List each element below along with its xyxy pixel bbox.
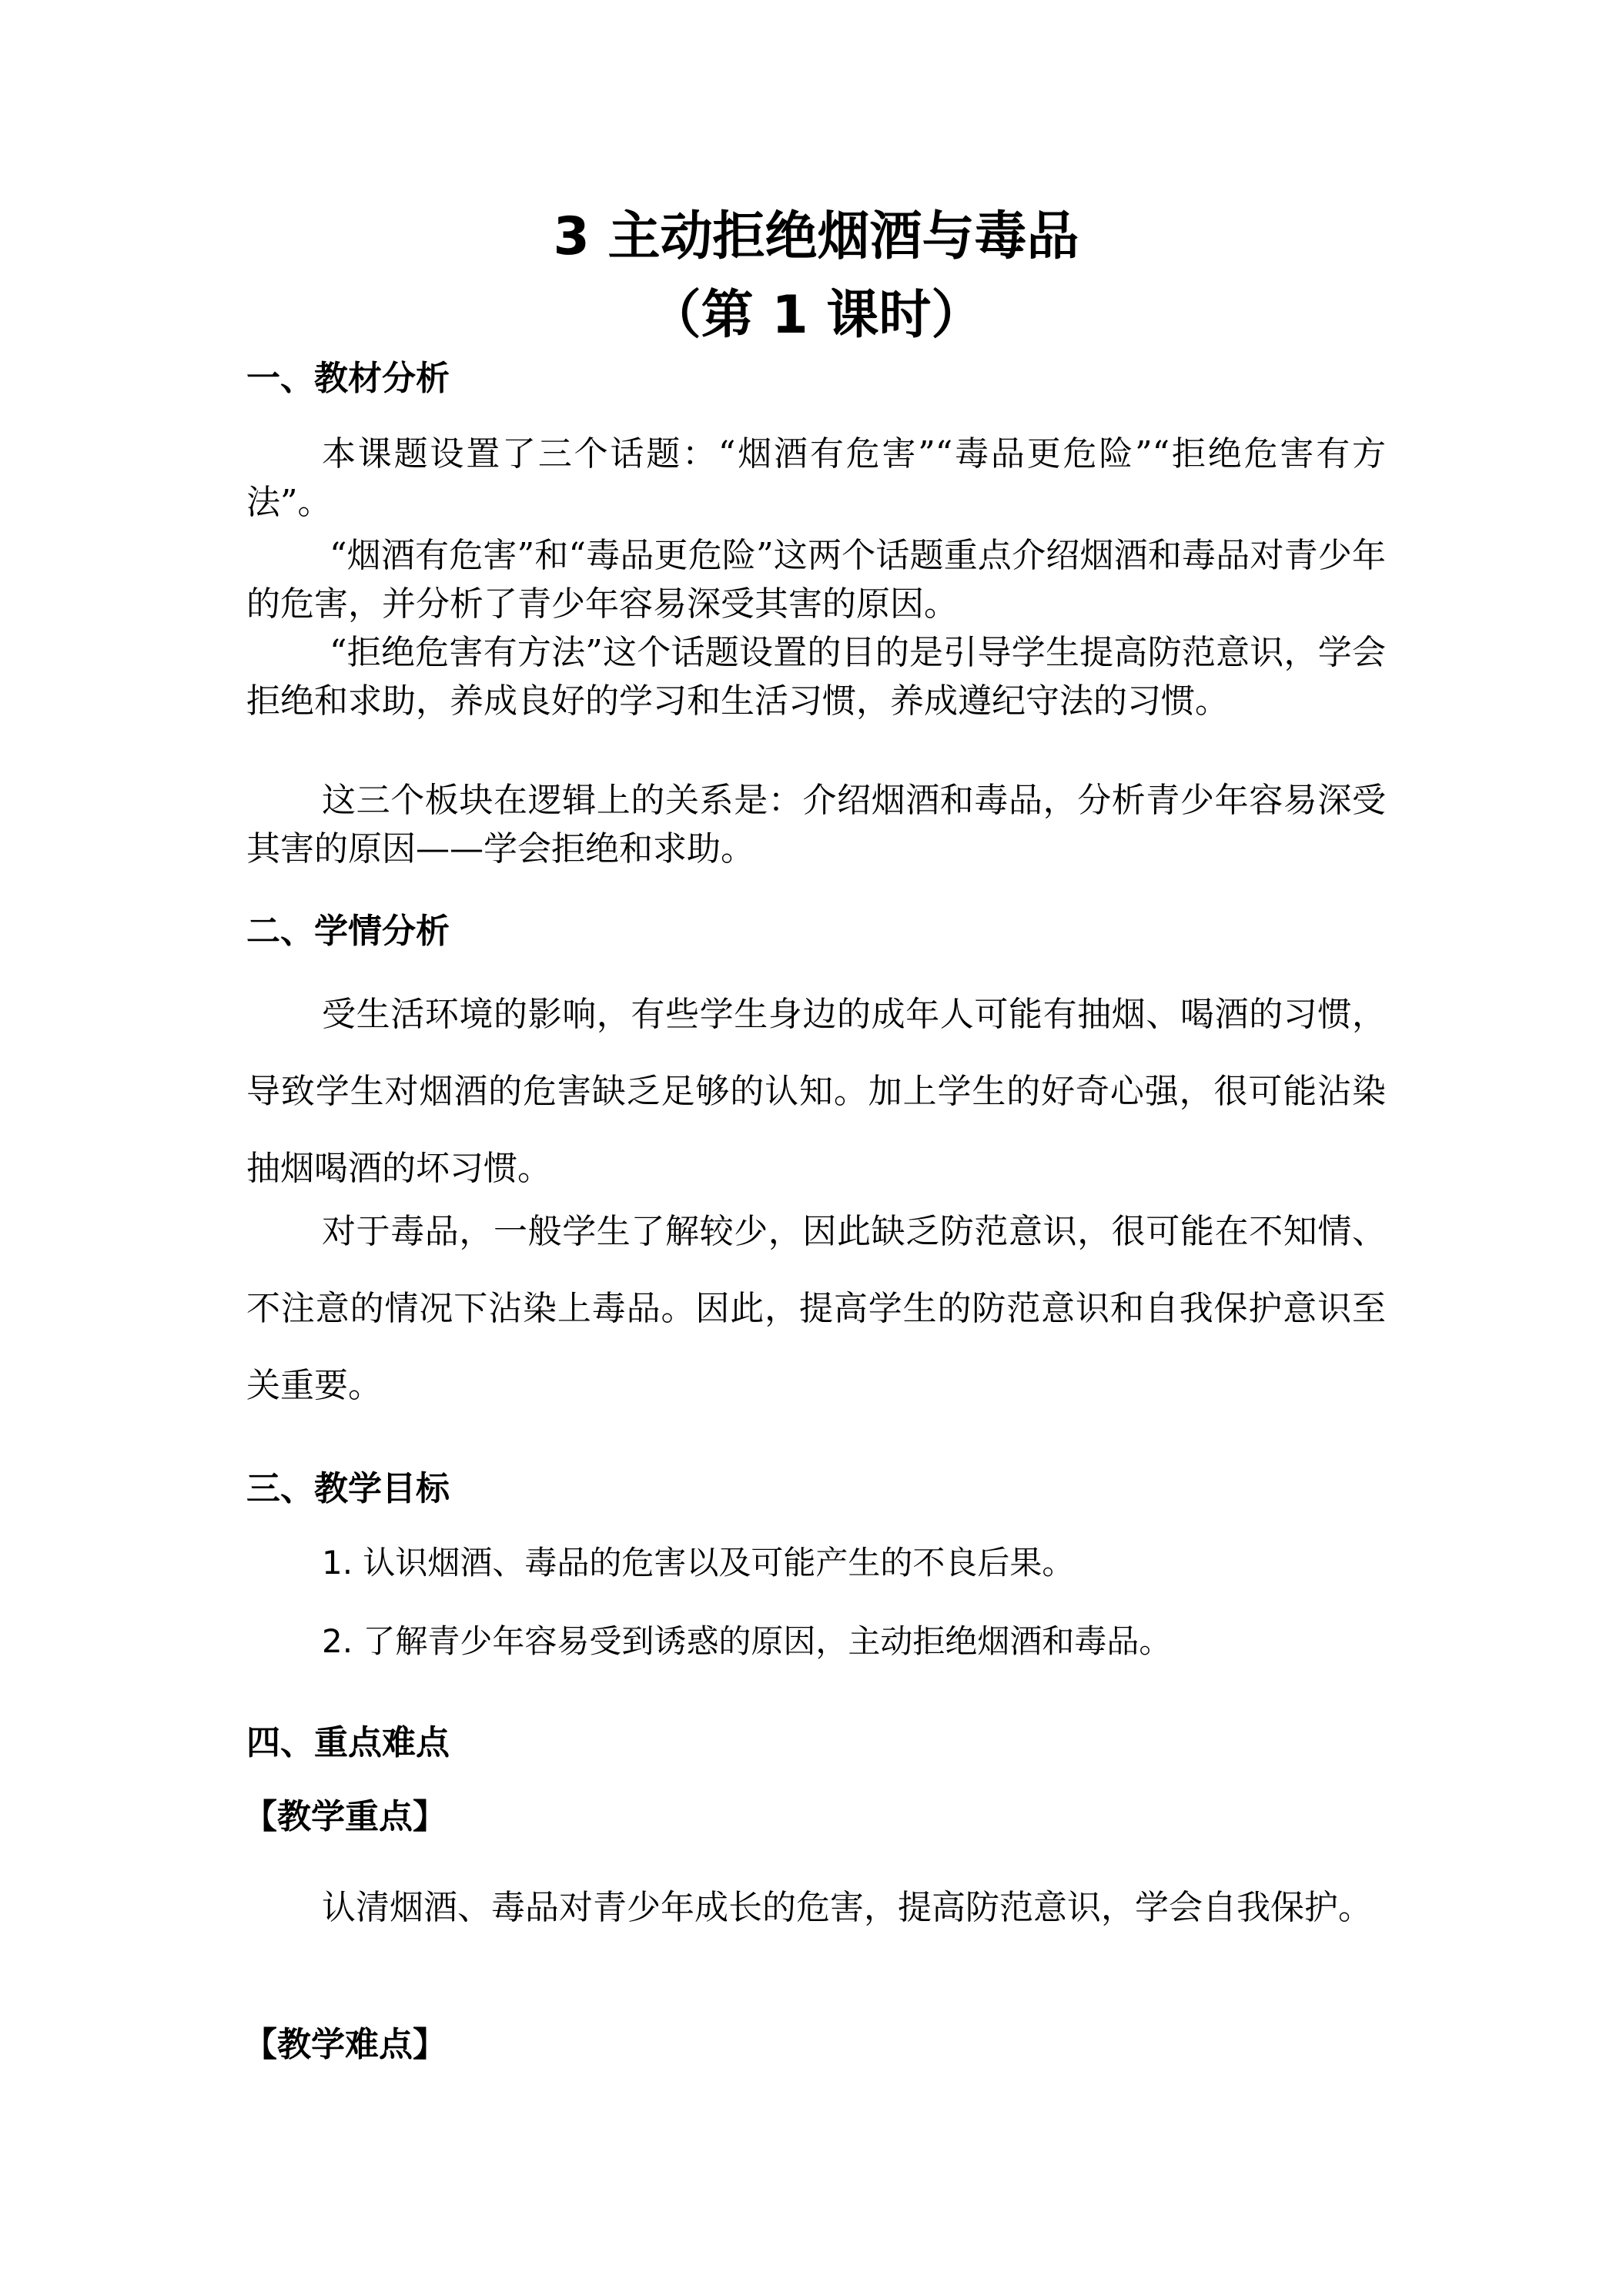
paragraph-textbook-4: 这三个板块在逻辑上的关系是：介绍烟酒和毒品，分析青少年容易深受其害的原因——学会拒绝和求助。 — [246, 781, 1386, 869]
paragraph-student-1: 受生活环境的影响，有些学生身边的成年人可能有抽烟、喝酒的习惯，导致学生对烟酒的危害缺乏足够的认知。加上学生的好奇心强，很可能沾染抽烟喝酒的坏习惯。 — [246, 995, 1386, 1188]
paragraph-textbook-3: “拒绝危害有方法”这个话题设置的目的是引导学生提高防范意识，学会拒绝和求助，养成良好的学习和生活习惯，养成遵纪守法的习惯。 — [246, 633, 1386, 721]
paragraph-key-point: 认清烟酒、毒品对青少年成长的危害，提高防范意识，学会自我保护。 — [322, 1888, 1372, 1927]
section-heading-student-analysis: 二、学情分析 — [246, 912, 450, 951]
section-heading-teaching-goals: 三、教学目标 — [246, 1469, 450, 1508]
section-heading-key-difficult-points: 四、重点难点 — [246, 1723, 450, 1762]
section-heading-textbook-analysis: 一、教材分析 — [246, 359, 450, 398]
label-key-point: 【教学重点】 — [243, 1797, 447, 1836]
label-difficult-point: 【教学难点】 — [243, 2025, 447, 2064]
lesson-title: 3 主动拒绝烟酒与毒品 — [553, 206, 1079, 267]
lesson-subtitle: （第 1 课时） — [648, 285, 984, 346]
paragraph-textbook-1: 本课题设置了三个话题：“烟酒有危害”“毒品更危险”“拒绝危害有方法”。 — [246, 434, 1386, 522]
list-item-goal-1: 1. 认识烟酒、毒品的危害以及可能产生的不良后果。 — [322, 1544, 1075, 1581]
paragraph-student-2: 对于毒品，一般学生了解较少，因此缺乏防范意识，很可能在不知情、不注意的情况下沾染上毒品。因此，提高学生的防范意识和自我保护意识至关重要。 — [246, 1212, 1386, 1405]
paragraph-textbook-2: “烟酒有危害”和“毒品更危险”这两个话题重点介绍烟酒和毒品对青少年的危害，并分析了青少年容易深受其害的原因。 — [246, 536, 1386, 624]
list-item-goal-2: 2. 了解青少年容易受到诱惑的原因，主动拒绝烟酒和毒品。 — [322, 1622, 1172, 1660]
